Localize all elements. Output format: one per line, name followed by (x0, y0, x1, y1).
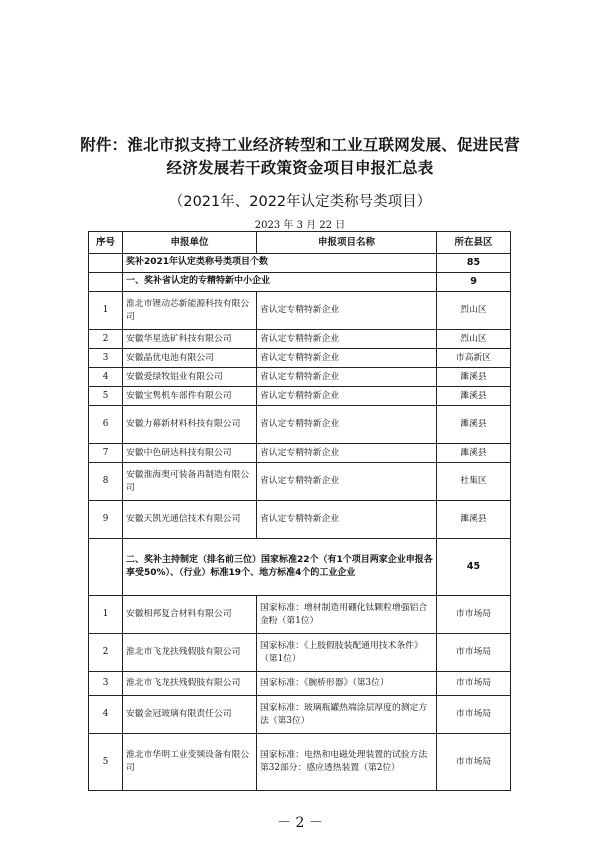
row-county: 市市场局 (437, 634, 511, 672)
row-unit: 安徽天凯光通信技术有限公司 (123, 501, 257, 539)
row-index: 5 (89, 734, 123, 791)
row-county: 杜集区 (437, 463, 511, 501)
row-project: 省认定专精特新企业 (257, 330, 437, 349)
header-index: 序号 (89, 232, 123, 254)
row-county: 濉溪县 (437, 406, 511, 444)
row-county: 市市场局 (437, 696, 511, 734)
row-unit: 安徽爱绿牧铝业有限公司 (123, 368, 257, 387)
row-unit: 安徽金冠玻璃有限责任公司 (123, 696, 257, 734)
document-subtitle: （2021年、2022年认定类称号类项目） (168, 194, 432, 210)
row-project: 国家标准：增材制造用硼化钛颗粒增强铝合金粉（第1位） (257, 596, 437, 634)
row-unit: 安徽中色研达科技有限公司 (123, 444, 257, 463)
row-county: 濉溪县 (437, 368, 511, 387)
table-row (89, 696, 511, 734)
table-row (89, 463, 511, 501)
row-project: 国家标准：《上肢假肢装配通用技术条件》（第1位） (257, 634, 437, 672)
row-index: 2 (89, 634, 123, 672)
table-row (89, 501, 511, 539)
table-row (89, 292, 511, 330)
row-county: 烈山区 (437, 330, 511, 349)
document-date: 2023 年 3 月 22 日 (254, 220, 346, 231)
table-row (89, 349, 511, 368)
section-1-label: 一、奖补省认定的专精特新中小企业 (123, 273, 437, 292)
row-county: 烈山区 (437, 292, 511, 330)
row-project: 省认定专精特新企业 (257, 444, 437, 463)
document-title-line1: 附件：淮北市拟支持工业经济转型和工业互联网发展、促进民营 (80, 136, 520, 154)
summary-count: 85 (437, 254, 511, 273)
section-2-label: 二、奖补主持制定（排名前三位）国家标准22个（有1个项目两家企业申报各享受50%）、（行业）标准19个、地方标准4个的工业企业 (123, 539, 437, 596)
section-1-count: 9 (437, 273, 511, 292)
row-project: 国家标准：《腕桥形器》（第3位） (257, 672, 437, 696)
row-project: 省认定专精特新企业 (257, 368, 437, 387)
row-project: 国家标准：玻璃瓶罐热端涂层厚度的测定方法（第3位） (257, 696, 437, 734)
row-county: 市市场局 (437, 596, 511, 634)
summary-label: 奖补2021年认定类称号类项目个数 (123, 254, 437, 273)
row-unit: 淮北市锂动芯新能源科技有限公司 (123, 292, 257, 330)
row-index: 8 (89, 463, 123, 501)
row-project: 国家标准：电热和电磁处理装置的试验方法 第32部分：感应透热装置（第2位） (257, 734, 437, 791)
row-project: 省认定专精特新企业 (257, 463, 437, 501)
row-index: 6 (89, 406, 123, 444)
row-unit: 安徽淮海奥可装备再制造有限公司 (123, 463, 257, 501)
row-unit: 淮北市飞龙扶残假肢有限公司 (123, 634, 257, 672)
row-project: 省认定专精特新企业 (257, 406, 437, 444)
table-row (89, 634, 511, 672)
row-index: 3 (89, 672, 123, 696)
page-number: － 2 － (277, 815, 323, 831)
section-row-1 (89, 273, 511, 292)
row-county: 市市场局 (437, 672, 511, 696)
row-unit: 淮北市华明工业变频设备有限公司 (123, 734, 257, 791)
row-index: 9 (89, 501, 123, 539)
row-county: 市市场局 (437, 734, 511, 791)
document-title-line2: 经济发展若干政策资金项目申报汇总表 (166, 159, 434, 177)
summary-row (89, 254, 511, 273)
row-index: 5 (89, 387, 123, 406)
row-unit: 安徽相邦复合材料有限公司 (123, 596, 257, 634)
row-county: 濉溪县 (437, 444, 511, 463)
row-index: 1 (89, 292, 123, 330)
project-table (88, 231, 511, 791)
header-project: 申报项目名称 (257, 232, 437, 254)
table-row (89, 444, 511, 463)
row-unit: 安徽华星选矿科技有限公司 (123, 330, 257, 349)
header-county: 所在县区 (437, 232, 511, 254)
row-county: 濉溪县 (437, 387, 511, 406)
table-row (89, 368, 511, 387)
section-2-count: 45 (437, 539, 511, 596)
row-unit: 安徽晶优电池有限公司 (123, 349, 257, 368)
row-index: 1 (89, 596, 123, 634)
row-index: 2 (89, 330, 123, 349)
table-row (89, 596, 511, 634)
row-county: 市高新区 (437, 349, 511, 368)
row-project: 省认定专精特新企业 (257, 501, 437, 539)
table-row (89, 406, 511, 444)
row-index: 4 (89, 368, 123, 387)
section-row-2 (89, 539, 511, 596)
row-project: 省认定专精特新企业 (257, 387, 437, 406)
row-project: 省认定专精特新企业 (257, 349, 437, 368)
row-unit: 安徽宝隽机车部件有限公司 (123, 387, 257, 406)
table-row (89, 672, 511, 696)
table-row (89, 387, 511, 406)
row-project: 省认定专精特新企业 (257, 292, 437, 330)
table-row (89, 734, 511, 791)
row-index: 3 (89, 349, 123, 368)
table-row (89, 330, 511, 349)
row-unit: 安徽力幕新材料科技有限公司 (123, 406, 257, 444)
row-county: 濉溪县 (437, 501, 511, 539)
row-index: 4 (89, 696, 123, 734)
row-unit: 淮北市飞龙扶残假肢有限公司 (123, 672, 257, 696)
row-index: 7 (89, 444, 123, 463)
header-unit: 申报单位 (123, 232, 257, 254)
table-header-row (89, 232, 511, 254)
